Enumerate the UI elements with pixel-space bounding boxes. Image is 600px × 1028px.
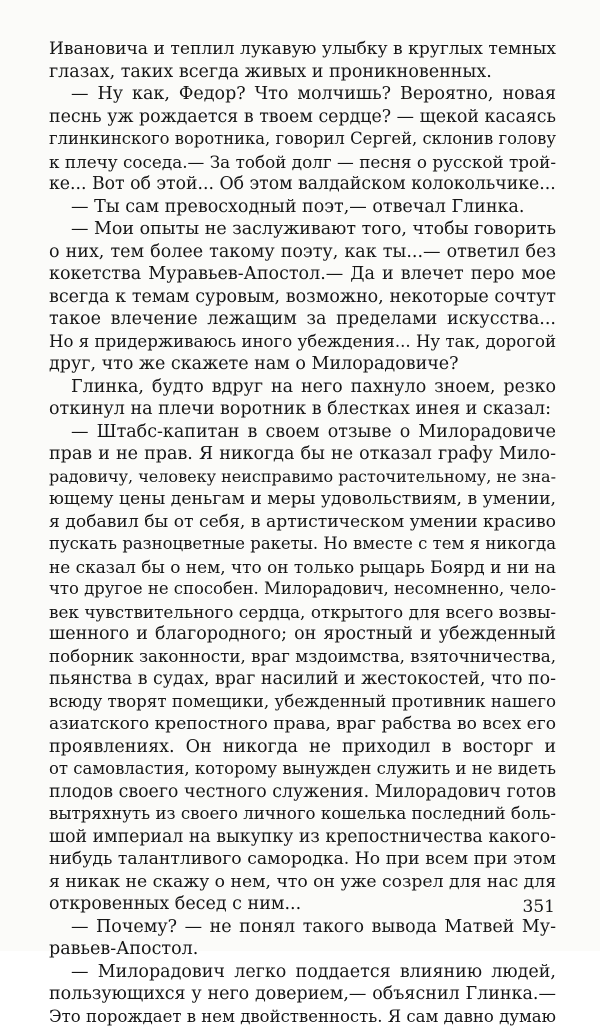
text-line: что другое не способен. Милорадович, несомненно, чело-	[49, 578, 556, 601]
text-line: глазах, таких всегда живых и проникновенных.	[49, 61, 556, 84]
text-line: — Штабс-капитан в своем отзыве о Милорадовиче	[49, 421, 556, 444]
text-line: пользующихся у него доверием,— объяснил Глинка.—	[49, 983, 556, 1006]
text-line: шенного и благородного; он яростный и убежденный	[49, 623, 556, 646]
text-line: всюду творят помещики, убежденный противник нашего	[49, 691, 556, 714]
text-line: — Ты сам превосходный поэт,— отвечал Глинка.	[49, 196, 556, 219]
text-line: поборник законности, враг мздоимства, взяточничества,	[49, 646, 556, 669]
text-line: Ивановича и теплил лукавую улыбку в круглых темных	[49, 38, 556, 61]
text-line: песнь уж рождается в твоем сердце? — щекой касаясь	[49, 106, 556, 129]
text-line: откровенных бесед с ним...	[49, 893, 556, 916]
text-line: такое влечение лежащим за пределами искусства...	[49, 308, 556, 331]
text-line: к плечу соседа.— За тобой долг — песня о русской трой-	[49, 151, 556, 174]
text-line: шой империал на выкупку из крепостничества какого-	[49, 826, 556, 849]
text-line: всегда к темам суровым, возможно, некоторые сочтут	[49, 286, 556, 309]
text-line: не сказал бы о нем, что он только рыцарь Боярд и ни на	[49, 556, 556, 579]
text-line: кокетства Муравьев-Апостол.— Да и влечет перо мое	[49, 263, 556, 286]
text-line: век чувствительного сердца, открытого для всего возвы-	[49, 601, 556, 624]
text-line: от самовластия, которому вынужден служить и не видеть	[49, 758, 556, 781]
text-line: я никак не скажу о нем, что он уже созрел для нас для	[49, 871, 556, 894]
text-line: пускать разноцветные ракеты. Но вместе с тем я никогда	[49, 533, 556, 556]
text-line: Глинка, будто вдруг на него пахнуло зноем, резко	[49, 376, 556, 399]
page-number: 351	[523, 897, 555, 917]
text-line: проявлениях. Он никогда не приходил в восторг и	[49, 736, 556, 759]
page-body-text	[49, 38, 556, 1028]
text-line: ющему цены деньгам и меры удовольствиям, в умении,	[49, 488, 556, 511]
text-line: прав и не прав. Я никогда бы не отказал графу Мило-	[49, 443, 556, 466]
text-line: вытряхнуть из своего личного кошелька последний боль-	[49, 803, 556, 826]
text-line: Это порождает в нем двойственность. Я сам давно думаю	[49, 1006, 556, 1028]
text-line: плодов своего честного служения. Милорадович готов	[49, 781, 556, 804]
text-line: глинкинского воротника, говорил Сергей, склонив голову	[49, 128, 556, 151]
text-line: — Почему? — не понял такого вывода Матвей Му-	[49, 916, 556, 939]
text-line: нибудь талантливого самородка. Но при всем при этом	[49, 848, 556, 871]
text-line: — Милорадович легко поддается влиянию людей,	[49, 961, 556, 984]
text-line: — Мои опыты не заслуживают того, чтобы говорить	[49, 218, 556, 241]
text-line: Но я придерживаюсь иного убеждения... Ну так, дорогой	[49, 331, 556, 354]
text-line: ке... Вот об этой... Об этом валдайском колокольчике...	[49, 173, 556, 196]
text-line: — Ну как, Федор? Что молчишь? Вероятно, новая	[49, 83, 556, 106]
text-line: азиатского крепостного права, враг рабства во всех его	[49, 713, 556, 736]
text-line: откинул на плечи воротник в блестках инея и сказал:	[49, 398, 556, 421]
text-line: пьянства в судах, враг насилий и жестокостей, что по-	[49, 668, 556, 691]
text-line: равьев-Апостол.	[49, 938, 556, 961]
text-line: друг, что же скажете нам о Милорадовиче?	[49, 353, 556, 376]
text-line: я добавил бы от себя, в артистическом умении красиво	[49, 511, 556, 534]
text-line: о них, тем более такому поэту, как ты...— ответил без	[49, 241, 556, 264]
text-line: радовичу, человеку неисправимо расточительному, не зна-	[49, 466, 556, 489]
